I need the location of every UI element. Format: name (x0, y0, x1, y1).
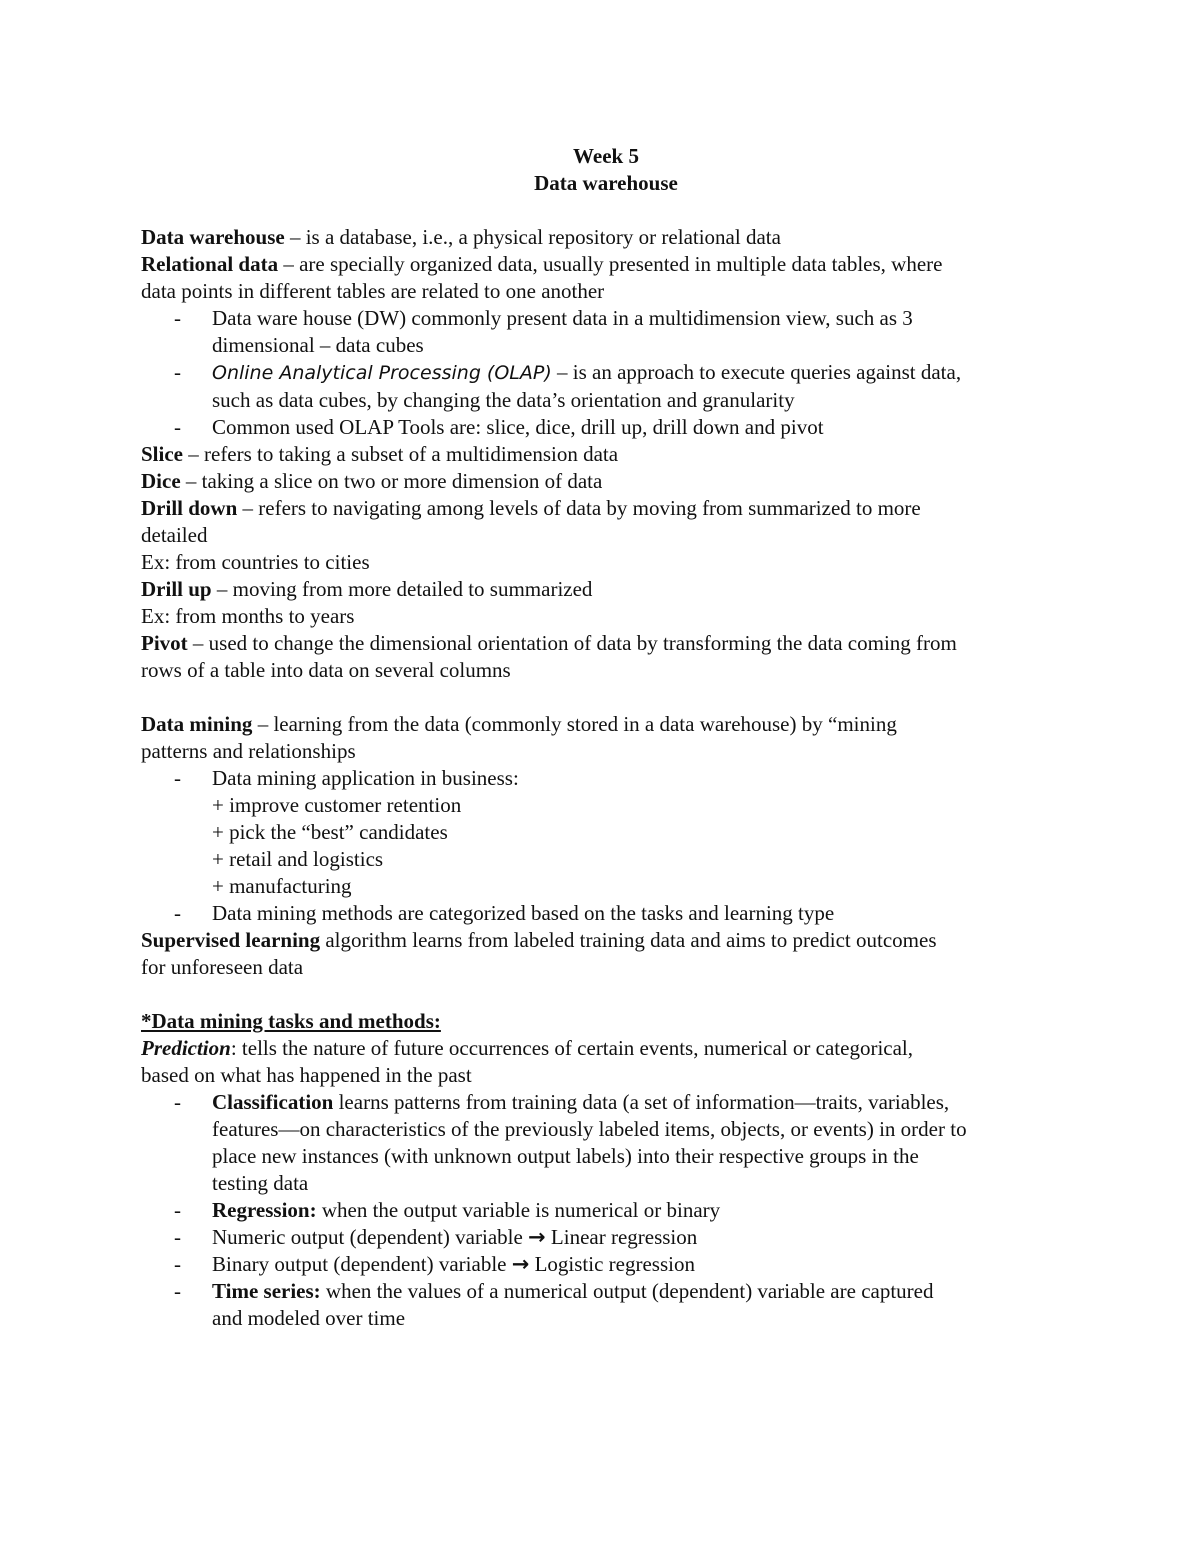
definition-pivot: Pivot – used to change the dimensional orientation of data by transforming the data coming from (141, 631, 957, 655)
bullet-binary-output: - Binary output (dependent) variable → Logistic regression (174, 1252, 695, 1276)
definition-relational-data-cont: data points in different tables are related to one another (141, 279, 605, 303)
definition-relational-data: Relational data – are specially organized data, usually presented in multiple data tables, where (141, 252, 943, 276)
bullet-time-series: - Time series: when the values of a numerical output (dependent) variable are captured and modeled over time (174, 1279, 934, 1330)
definition-prediction: Prediction: tells the nature of future occurrences of certain events, numerical or categorical, (141, 1036, 913, 1060)
spacer (141, 981, 1071, 1008)
bullet-olap-tools: - Common used OLAP Tools are: slice, dice, drill up, drill down and pivot (174, 415, 824, 439)
bullet-dash: - (174, 306, 181, 330)
bullet-dash: - (174, 415, 181, 439)
bullet-dash: - (174, 360, 181, 384)
spacer (141, 684, 1071, 711)
olap-term: Online Analytical Processing (OLAP) (212, 362, 552, 384)
definition-supervised-learning: Supervised learning algorithm learns from labeled training data and aims to predict outcomes (141, 928, 937, 952)
section-heading: *Data mining tasks and methods: (141, 1009, 441, 1033)
definition-slice: Slice – refers to taking a subset of a multidimension data (141, 442, 619, 466)
example-drill-up: Ex: from months to years (141, 604, 355, 628)
definition-prediction-cont: based on what has happened in the past (141, 1063, 472, 1087)
definition-pivot-cont: rows of a table into data on several columns (141, 658, 511, 682)
bullet-dash: - (174, 901, 181, 925)
bullet-dash: - (174, 1279, 181, 1303)
definition-drill-up: Drill up – moving from more detailed to summarized (141, 577, 593, 601)
document-body (141, 143, 1071, 1332)
bullet-regression: - Regression: when the output variable is numerical or binary (174, 1198, 721, 1222)
bullet-dm-applications: - Data mining application in business: + improve customer retention + pick the “best” candidates + retail and logistics + manufacturing (141, 765, 1071, 900)
page-title: Week 5 (573, 144, 639, 168)
definition-supervised-learning-cont: for unforeseen data (141, 955, 304, 979)
bullet-dash: - (174, 766, 181, 790)
definition-data-mining-cont: patterns and relationships (141, 739, 356, 763)
arrow-right-icon: → (528, 1225, 546, 1249)
list-item: + improve customer retention (212, 793, 462, 817)
definition-data-mining: Data mining – learning from the data (commonly stored in a data warehouse) by “mining (141, 712, 897, 736)
bullet-numeric-output: - Numeric output (dependent) variable → Linear regression (174, 1225, 698, 1249)
definition-dice: Dice – taking a slice on two or more dimension of data (141, 469, 603, 493)
example-drill-down: Ex: from countries to cities (141, 550, 370, 574)
bullet-dm-methods: - Data mining methods are categorized based on the tasks and learning type (174, 901, 835, 925)
list-item: + manufacturing (212, 874, 352, 898)
bullet-dash: - (174, 1198, 181, 1222)
definition-data-warehouse: Data warehouse – is a database, i.e., a physical repository or relational data (141, 225, 781, 249)
spacer (141, 197, 1071, 224)
bullet-dash: - (174, 1090, 181, 1114)
definition-drill-down-cont: detailed (141, 523, 208, 547)
bullet-dw-multidimension: - Data ware house (DW) commonly present data in a multidimension view, such as 3 dimensional – data cubes (174, 306, 913, 357)
list-item: + pick the “best” candidates (212, 820, 448, 844)
definition-drill-down: Drill down – refers to navigating among levels of data by moving from summarized to more (141, 496, 921, 520)
arrow-right-icon: → (511, 1252, 530, 1276)
bullet-dash: - (174, 1225, 181, 1249)
bullet-classification: - Classification learns patterns from training data (a set of information—traits, variables, features—on characteristics of the previously labeled items, objects, or events) in order to place new instances (with unknown output labels) into their respective groups in the testing data (174, 1090, 967, 1195)
bullet-olap: - Online Analytical Processing (OLAP) – is an approach to execute queries against data, such as data cubes, by changing the data’s orientation and granularity (174, 360, 962, 412)
list-item: + retail and logistics (212, 847, 384, 871)
bullet-dash: - (174, 1252, 181, 1276)
page-subtitle: Data warehouse (534, 171, 678, 195)
